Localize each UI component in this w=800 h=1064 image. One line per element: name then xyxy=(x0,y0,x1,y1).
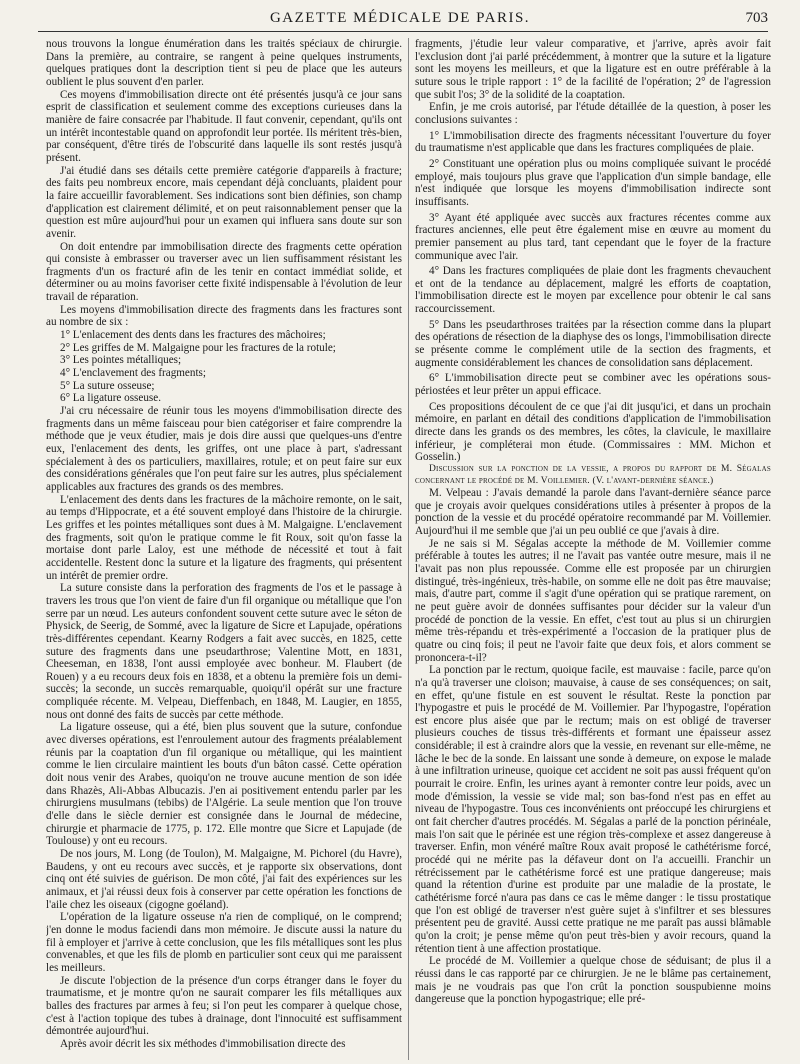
paragraph: La suture consiste dans la perforation des fragments de l'os et le passage à travers les trous que l'on vient de faire d'un fil organique ou métallique que l'on serre par un nœud. Les auteurs confondent souvent cette suture avec le séton de Physick, de Seerig, de Sommé, avec la ligature de Sicre et Lapujade, opérations très-différentes cependant. Kearny Rodgers a fait avec succès, en 1825, cette suture des fragments dans une pseudarthrose; Valentine Mott, en 1831, Cheeseman, en 1838, l'ont aussi employée avec bonheur. M. Flaubert (de Rouen) y a eu recours deux fois en 1838, et a obtenu la première fois un demi-succès; la seconde, un succès remarquable, quoiqu'il opérât sur une fracture compliquée récente. M. Velpeau, Dieffenbach, en 1848, M. Laugier, en 1855, nous ont donné des faits de succès par cette méthode. xyxy=(46,582,402,721)
paragraph: M. Velpeau : J'avais demandé la parole dans l'avant-dernière séance parce que je croyais avoir quelques considérations utiles à présenter à propos de la ponction de la vessie et du procédé opératoire recommandé par M. Voillemier. Aujourd'hui il me semble que j'ai un peu oublié ce que j'avais à dire. xyxy=(415,487,771,537)
paragraph: La ponction par le rectum, quoique facile, est mauvaise : facile, parce qu'on n'a qu'à traverser une cloison; mauvaise, à cause de ses conséquences; on sait, en effet, qu'une fistule en est souvent le résultat. Reste la ponction par l'hypogastre et puis le procédé de M. Voillemier. Par l'hypogastre, l'opération est encore plus aisée que par le rectum; mais on est obligé de traverser plusieurs couches de tissus très-différents et formant une épaisseur assez considérable; il est à craindre alors que la vessie, en revenant sur elle-même, ne lâche le bec de la sonde. En laissant une sonde à demeure, on expose le malade à une infiltration urineuse, quoique cet accident ne soit pas aussi fréquent qu'on pourrait le croire. Enfin, les urines ayant à remonter contre leur poids, avec un mode d'émission, la vessie se vide mal; son bas-fond n'est pas en effet au niveau de l'hypogastre. Tous ces inconvénients ont préoccupé les chirurgiens et ont fait chercher d'autres procédés. M. Ségalas a parlé de la ponction périnéale, mais l'on sait que le périnée est une région très-complexe et assez dangereuse à traverser. Enfin, mon vénéré maître Roux avait proposé le cathétérisme forcé, procédé qui ne mérite pas la défaveur dont on l'a accueilli. Franchir un rétrécissement par le cathétérisme forcé est une pratique dangereuse; mais quand la rétention d'urine est produite par une maladie de la prostate, le cathétérisme forcé n'aura pas dans ce cas le même danger : le tissu prostatique que l'on est obligé de traverser n'est guère sujet à s'infiltrer et ses blessures présentent peu de gravité. Aussi cette pratique ne me paraît pas aussi blâmable qu'on la croit; je pense même qu'on peut très-bien y avoir recours, quand la rétention tient à une affection prostatique. xyxy=(415,664,771,955)
conclusion-item: 6° L'immobilisation directe peut se combiner avec les opérations sous-périostées et leur prêter un appui efficace. xyxy=(415,372,771,398)
conclusion-item: 3° Ayant été appliquée avec succès aux fractures récentes comme aux fractures anciennes, elle peut être également mise en œuvre au moment du premier pansement au plus tard, tant cependant que le foyer de la fracture communique avec l'air. xyxy=(415,211,771,262)
list-item: 2° Les griffes de M. Malgaigne pour les fractures de la rotule; xyxy=(60,341,336,354)
paragraph: fragments, j'étudie leur valeur comparative, et j'arrive, après avoir fait l'exclusion dont j'ai parlé précédemment, à montrer que la suture et la ligature sont les moyens les meilleurs, et que la ligature est en outre préférable à la suture sous le triple rapport : 1° de la facilité de l'opération; 2° de l'agression que subit l'os; 3° de la solidité de la coaptation. xyxy=(415,38,771,101)
conclusion-item: 4° Dans les fractures compliquées de plaie dont les fragments chevauchent et ont de la tendance au déplacement, malgré les efforts de coaptation, l'immobilisation directe est le moyen par excellence pour obtenir le cal sans raccourcissement. xyxy=(415,265,771,316)
right-column xyxy=(415,38,771,1060)
paragraph: nous trouvons la longue énumération dans les traités spéciaux de chirurgie. Dans la première, au contraire, se rangent à peine quelques instruments, quelques pratiques dont la description tient si peu de place que les auteurs oublient le plus souvent d'en parler. xyxy=(46,38,402,88)
paragraph: J'ai cru nécessaire de réunir tous les moyens d'immobilisation directe des fragments dans un même faisceau pour bien catégoriser et faire comprendre la méthode que je veux étudier, mais je dois dire aussi que quelques-uns d'entre eux, l'enlacement des dents, les griffes, ont une place à part, s'adressant spécialement à des os particuliers, maxillaires, rotule; et on peut faire sur eux des considérations générales que l'on peut faire sur les autres, plus spécialement applicables aux fractures des grands os des membres. xyxy=(46,405,402,493)
paragraph: Enfin, je me crois autorisé, par l'étude détaillée de la question, à poser les conclusions suivantes : xyxy=(415,101,771,126)
column-divider xyxy=(408,38,409,1060)
list-item: 6° La ligature osseuse. xyxy=(60,392,161,405)
paragraph: La ligature osseuse, qui a été, bien plus souvent que la suture, confondue avec diverses opérations, est l'enroulement autour des fragments préalablement réunis par la coaptation d'un fil organique ou métallique, qui les maintient comme le lien circulaire maintient les bouts d'un bâton cassé. Cette opération doit nous venir des Arabes, quoiqu'on ne trouve aucune mention de son idée dans Rhazès, Ali-Abbas Albucazis. J'en ai positivement entendu parler par les chirurgiens musulmans (tebibs) de l'Algérie. La seule mention que l'on trouve d'elle dans le siècle dernier est consignée dans le Journal de médecine, chirurgie et pharmacie de 1775, p. 172. Elle montre que Sicre et Lapujade (de Toulouse) y ont eu recours. xyxy=(46,721,402,848)
list-item: 1° L'enlacement des dents dans les fractures des mâchoires; xyxy=(60,329,326,342)
paragraph: L'opération de la ligature osseuse n'a rien de compliqué, on le comprend; j'en donne le modus faciendi dans mon mémoire. Je discute aussi la nature du fil à employer et j'arrive à cette conclusion, que les fils métalliques sont les plus convenables, et que les fils de plomb en particulier sont ceux qui me paraissent les meilleurs. xyxy=(46,911,402,974)
paragraph: Ces moyens d'immobilisation directe ont été présentés jusqu'à ce jour sans esprit de classification et seulement comme des exceptions curieuses dans la manière de faire consacrée par l'habitude. Il faut convenir, cependant, qu'ils ont un intérêt incontestable quand on approfondit leur portée. Ils méritent très-bien, par conséquent, d'être tirés de l'obscurité dans laquelle ils sont restés jusqu'à présent. xyxy=(46,88,402,164)
conclusion-item: 2° Constituant une opération plus ou moins compliquée suivant le procédé employé, mais toujours plus grave que l'application d'un simple bandage, elle n'est indiquée que lorsque les moyens d'immobilisation indirecte sont insuffisants. xyxy=(415,157,771,208)
paragraph: L'enlacement des dents dans les fractures de la mâchoire remonte, on le sait, au temps d'Hippocrate, et a été souvent employé dans l'histoire de la chirurgie. Les griffes et les pointes métalliques sont dues à M. Malgaigne. L'enclavement des fragments, soit qu'on le pratique comme le fit Roux, soit qu'on fasse la mortaise dont parle Laloy, est une méthode de nécessité et tout à fait accidentelle. Restent donc la suture et la ligature des fragments, qui présentent un intérêt de premier ordre. xyxy=(46,493,402,582)
paragraph: Ces propositions découlent de ce que j'ai dit jusqu'ici, et dans un prochain mémoire, en parlant en détail des conditions d'application de l'immobilisation directe dans les grands os des membres, les côtes, la clavicule, le maxillaire inférieur, je compléterai mon étude. (Commissaires : MM. Michon et Gosselin.) xyxy=(415,400,771,464)
paragraph: Je discute l'objection de la présence d'un corps étranger dans le foyer du traumatisme, et je montre qu'on ne saurait comparer les fils métalliques aux balles des fractures par armes à feu; si l'on peut les comparer à quelque chose, c'est à l'action topique des tubes à drainage, dont l'innocuité est suffisamment démontrée aujourd'hui. xyxy=(46,974,402,1038)
list-item: 3° Les pointes métalliques; xyxy=(60,354,182,367)
paragraph: On doit entendre par immobilisation directe des fragments cette opération qui consiste à embrasser ou traverser avec un lien suffisamment résistant les fragments d'un os fracturé afin de les tenir en contact immédiat solide, et déterminer ou au moins favoriser cette fixité indispensable à l'évolution de leur travail de réparation. xyxy=(46,240,402,304)
page-number: 703 xyxy=(745,10,768,26)
paragraph: Je ne sais si M. Ségalas accepte la méthode de M. Voillemier comme préférable à toutes les autres; il ne l'avait pas vantée outre mesure, mais il ne l'avait pas non plus repoussée. Comme elle est proposée par un chirurgien distingué, très-ingénieux, très-habile, on somme elle ne doit pas être mauvaise; mais, d'autre part, comme il s'agit d'une opération qui se pratique rarement, on ne peut guère avoir de données suffisantes pour décider sur la valeur d'un procédé de ponction de la vessie. En effet, c'est tout au plus si un chirurgien même très-répandu et très-expérimenté a l'occasion de la pratiquer plus de quatre ou cinq fois; il peut ne l'avoir faite que deux fois, et alors comment se prononcera-t-il? xyxy=(415,537,771,664)
conclusion-item: 1° L'immobilisation directe des fragments nécessitant l'ouverture du foyer du traumatisme n'est applicable que dans les fractures compliquées de plaie. xyxy=(415,129,771,155)
header-rule xyxy=(38,31,768,32)
section-heading: Discussion sur la ponction de la vessie, a propos du rapport de M. Ségalas concernant le procédé de M. Voillemier. (V. l'avant-dernière séance.) xyxy=(415,464,771,486)
list-item: 5° La suture osseuse; xyxy=(60,379,155,392)
paragraph: De nos jours, M. Long (de Toulon), M. Malgaigne, M. Pichorel (du Havre), Baudens, y ont eu recours avec succès, et je rapporte six observations, dont cinq ont été suivies de guérison. De mon côté, j'ai fait des expériences sur les animaux, et j'ai réussi deux fois à conserver par cette opération les fonctions de l'aile chez les oiseaux (cigogne goéland). xyxy=(46,848,402,911)
page-header xyxy=(0,0,800,34)
list-item: 4° L'enclavement des fragments; xyxy=(60,367,206,380)
paragraph: Le procédé de M. Voillemier a quelque chose de séduisant; de plus il a réussi dans le cas rapporté par ce chirurgien. Je ne le blâme pas certainement, mais je ne voudrais pas que l'on crût la ponction souspubienne moins dangereuse que la ponction hypogastrique; elle pré- xyxy=(415,955,771,1006)
left-column xyxy=(46,38,402,1060)
running-head: GAZETTE MÉDICALE DE PARIS. xyxy=(269,10,531,26)
paragraph: Les moyens d'immobilisation directe des fragments dans les fractures sont au nombre de six : xyxy=(46,303,402,329)
paragraph: Après avoir décrit les six méthodes d'immobilisation directe des xyxy=(60,1037,346,1050)
paragraph: J'ai étudié dans ses détails cette première catégorie d'appareils à fracture; des faits peu nombreux encore, mais cependant déjà concluants, plaident pour la faire accueillir favorablement. Ses indications sont bien définies, son champ d'application est clairement délimité, et on peut raisonnablement penser que la question est mûre aujourd'hui pour un examen qui influera sans doute sur son avenir. xyxy=(46,164,402,240)
conclusion-item: 5° Dans les pseudarthroses traitées par la résection comme dans la plupart des opérations de résection de la diaphyse des os longs, l'immobilisation directe se présente comme le complément utile de la section des fragments, et augmente considérablement les chances de consolidation sans déplacement. xyxy=(415,318,771,369)
